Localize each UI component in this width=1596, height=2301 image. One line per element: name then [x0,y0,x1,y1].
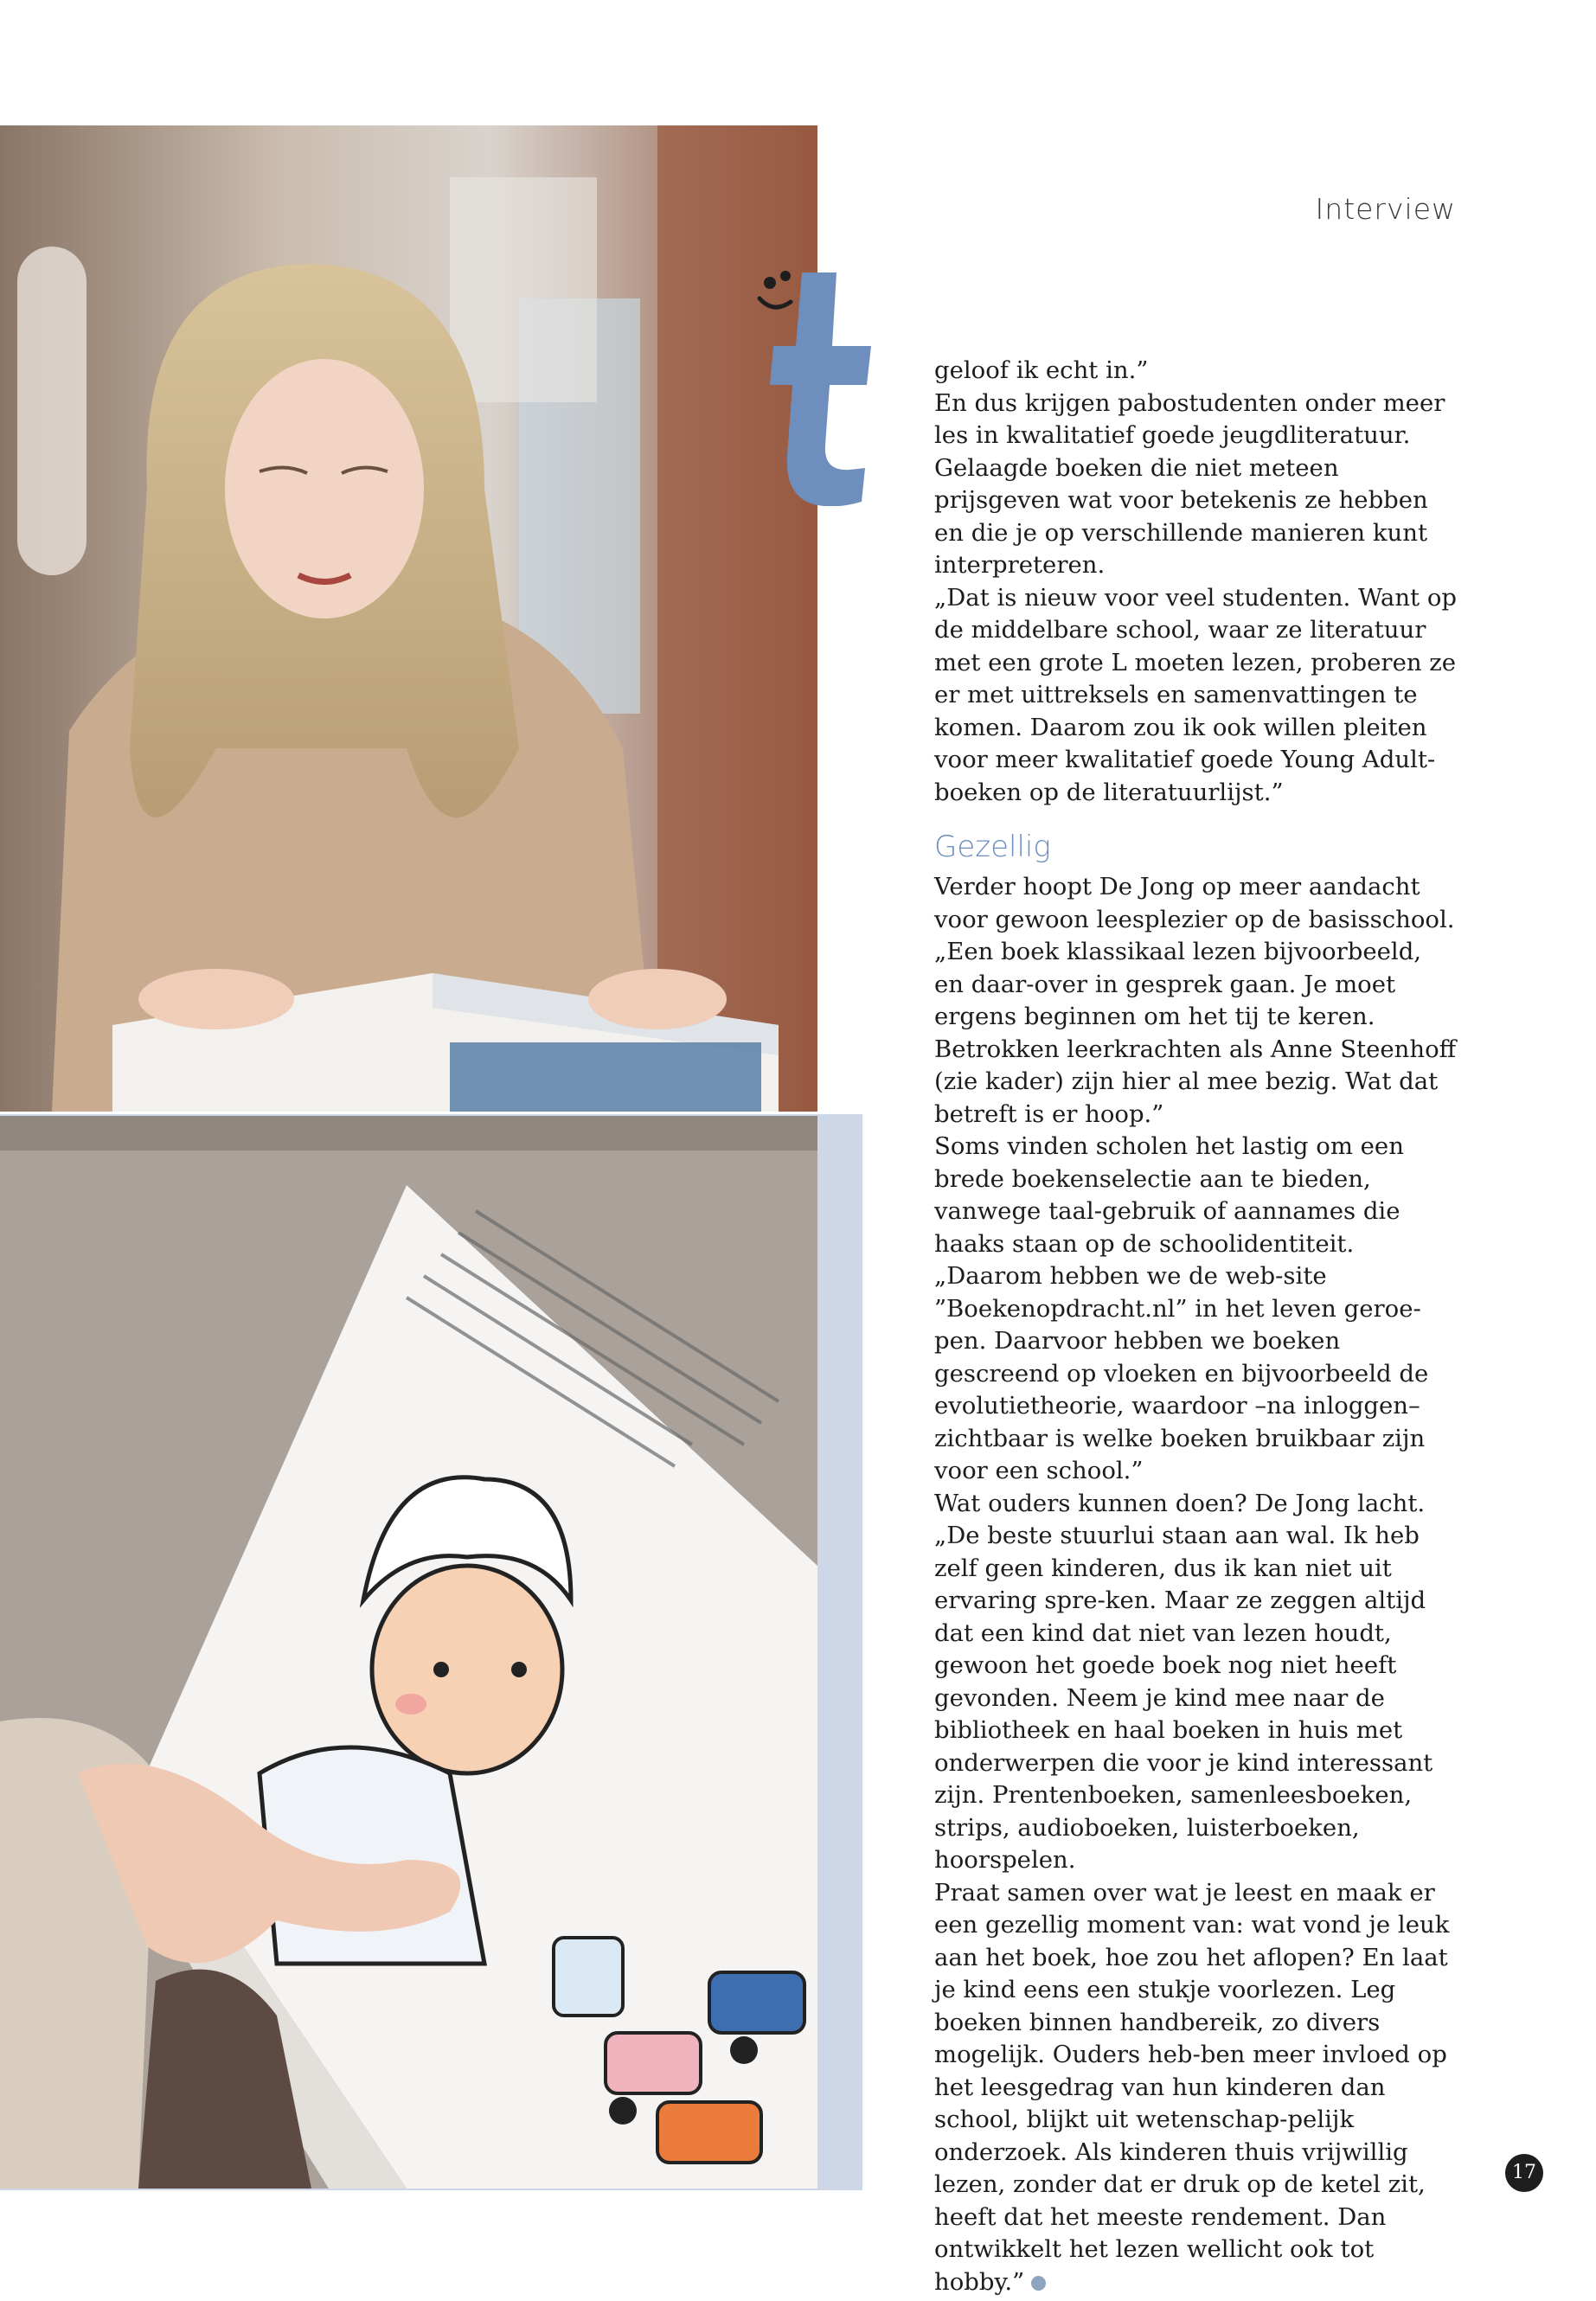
article-paragraph: geloof ik echt in.” [934,356,1149,384]
article-paragraph: Wat ouders kunnen doen? De Jong lacht. „De beste stuurlui staan aan wal. Ik heb zelf geen kinderen, dus ik kan niet uit ervaring spre-ken. Maar ze zeggen altijd dat een kind dat niet van lezen houdt, gewoon het goede boek nog niet heeft gevonden. Neem je kind mee naar de bibliotheek en haal boeken in huis met onderwerpen die voor je kind interessant zijn. Prentenboeken, samenleesboeken, strips, audioboeken, luisterboeken, hoorspelen. [934,1489,1433,1874]
dot-icon [1031,2276,1046,2291]
section-label: Interview [1315,192,1456,226]
article-paragraph: Soms vinden scholen het lastig om een brede boekenselectie aan te bieden, vanwege taal-gebruik of aannames die haaks staan op de schoolidentiteit. „Daarom hebben we de web-site ”Boekenopdracht.nl” in het leven geroe-pen. Daarvoor hebben we boeken gescreend op vloeken en bijvoorbeeld de evolutietheorie, waardoor –na inloggen– zichtbaar is welke boeken bruikbaar zijn voor een school.” [934,1132,1429,1484]
article-paragraph-last-text: Praat samen over wat je leest en maak er een gezellig moment van: wat vond je leuk aan het boek, hoe zou het aflopen? En laat je kind eens een stukje voorlezen. Leg boeken binnen handbereik, zo divers mogelijk. Ouders heb-ben meer invloed op het leesgedrag van hun kinderen dan school, blijkt uit wetenschap-pelijk onderzoek. Als kinderen thuis vrijwillig lezen, zonder dat er druk op de ketel zit, heeft dat het meeste rendement. Dan ontwikkelt het lezen wellicht ook tot hobby.” [934,1878,1450,2296]
photo-picture-book-art [0,1116,817,2189]
page-number: 17 [1505,2154,1543,2192]
article-body [934,355,1458,2298]
photo-girl-reading-art [0,125,817,1112]
article-paragraph-last [934,1877,1458,2299]
letter-t-icon [754,264,875,506]
article-subheading: Gezellig [934,830,1051,864]
photo-girl-reading [0,125,817,1112]
photo-picture-book [0,1116,817,2189]
article-paragraph: Verder hoopt De Jong op meer aandacht voor gewoon leesplezier op de basisschool. „Een boek klassikaal lezen bijvoorbeeld, en daar-over in gesprek gaan. Je moet ergens beginnen om het tij te keren. Betrokken leerkrachten als Anne Steenhoff (zie kader) zijn hier al mee bezig. Wat dat betreft is er hoop.” [934,873,1457,1128]
article-paragraph: En dus krijgen pabostudenten onder meer les in kwalitatief goede jeugdliteratuur. Gelaagde boeken die niet meteen prijsgeven wat voor betekenis ze hebben en die je op verschillende manieren kunt interpreteren. [934,388,1445,579]
article-paragraph: „Dat is nieuw voor veel studenten. Want op de middelbare school, waar ze literatuur met een grote L moeten lezen, proberen ze er met uittreksels en samenvattingen te komen. Daarom zou ik ook willen pleiten voor meer kwalitatief goede Young Adult-boeken op de literatuurlijst.” [934,583,1457,806]
